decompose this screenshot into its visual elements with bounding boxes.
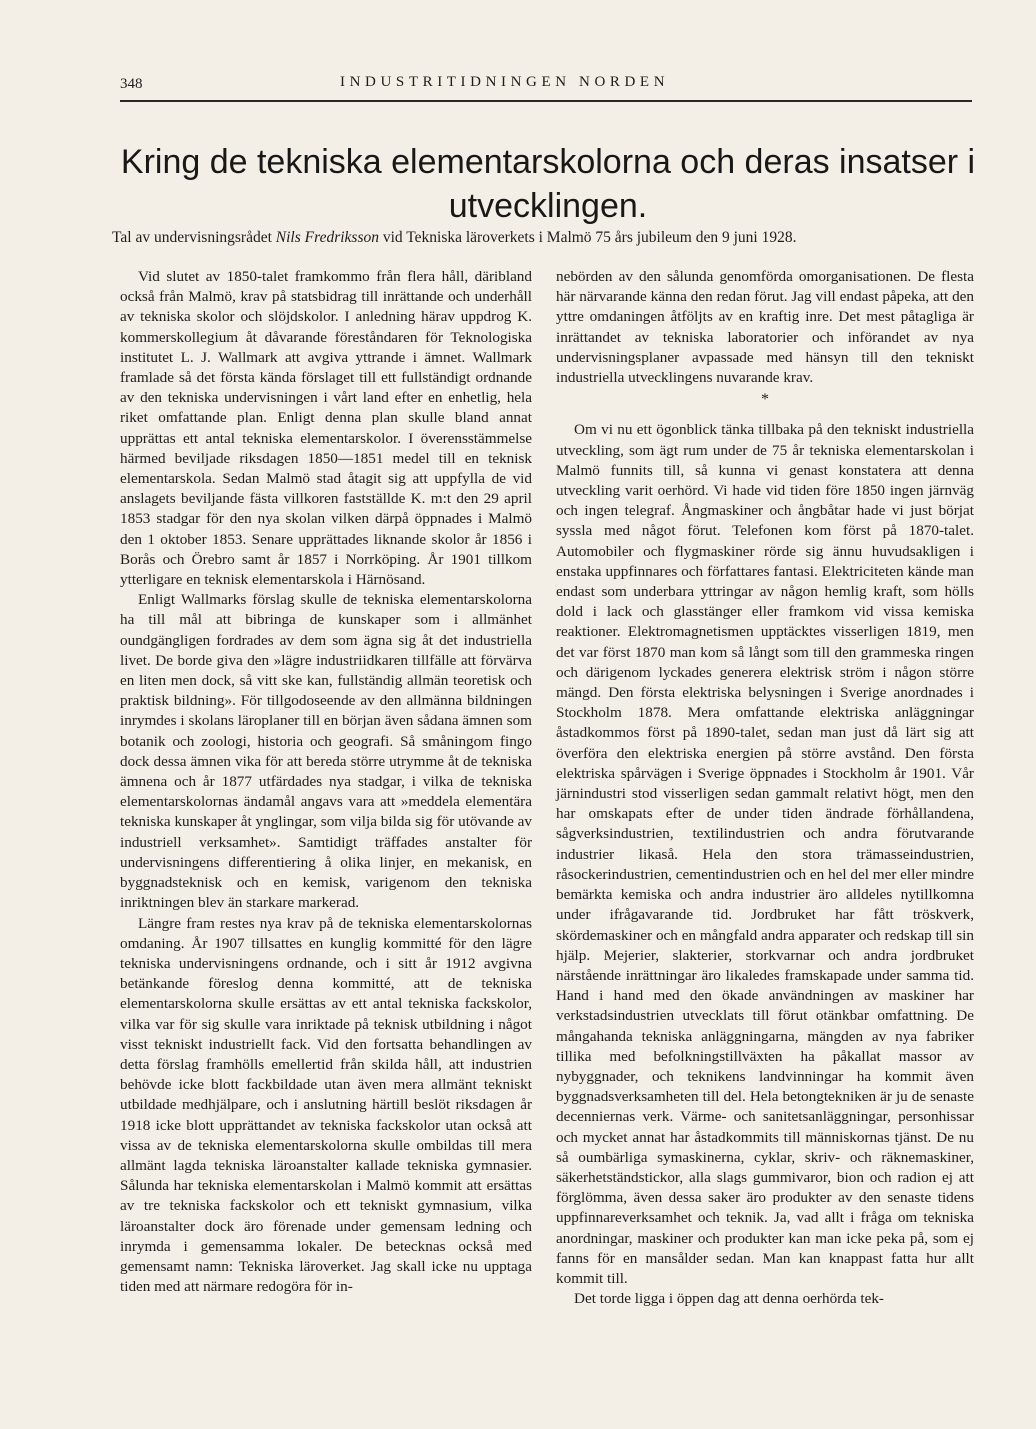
left-column <box>120 267 532 1297</box>
article-title-line-1: Kring de tekniska elementarskolorna och deras insatser i <box>120 143 976 181</box>
byline-author: Nils Fredriksson <box>275 229 379 246</box>
section-separator: * <box>761 391 769 409</box>
paragraph-continuation: nebörden av den sålunda genomförda omorganisationen. De flesta här närvarande känna den redan förut. Jag vill endast påpeka, att den yttre omdaningen åtföljts av en kraftig inre. Det mest påtagliga är inrättandet av tekniska laboratorier och införandet av nya undervisningsplaner avpassade med hänsyn till den tekniskt industriella utvecklingens nuvarande krav. <box>556 268 974 387</box>
paragraph: Om vi nu ett ögonblick tänka tillbaka på den tekniskt industriella utveckling, som ägt rum under de 75 år tekniska elementarskolan i Malmö funnits till, så kunna vi genast konstatera att denna utveckling varit oerhörd. Vi hade vid tiden före 1850 ingen järnväg och ingen telegraf. Ångmaskiner och ångbåtar hade vi just börjat syssla med något förut. Telefonen kom först på 1870-talet. Automobiler och flygmaskiner rörde sig ännu huvudsakligen i enstaka uppfinnares och författares fantasi. Elektriciteten kände man endast som underbara yttringar av någon hemlig kraft, som hölls dold i lack och glasstänger eller framkom vid vissa kemiska reaktioner. Elektromagnetismen upptäcktes visserligen 1819, men det var först 1870 man kom så långt som till den grammeska ringen och därigenom lyckades generera elektrisk ström i någon större mängd. Den första elektriska belysningen i Sverige anordnades i Stockholm 1878. Mera omfattande elektriska anläggningar åstadkommos först på 1890-talet, sedan man just då lärt sig att överföra den elektriska energien på större avstånd. Den första elektriska spårvägen i Sverige öppnades i Stockholm år 1901. Vår järnindustri stod visserligen sedan gammalt relativt högt, men den har omskapats efter de under tiden ändrade förhållandena, sågverksindustrien, textilindustrien och andra förutvarande industrier likaså. Hela den stora trämasseindustrien, råsockerindustrien, cementindustrien och en hel del mer eller mindre bemärkta kemiska och andra industrier äro alldeles nytillkomna under ifrågavarande tid. Jordbruket har fått tröskverk, skördemaskiner och en mångfald andra apparater och redskap till sin hjälp. Mejerier, slakterier, storkvarnar och andra jordbruket närstående inrättningar äro likaledes framskapade under samma tid. Hand i hand med den ökade användningen av maskiner har verkstadsindustrien utvecklats till förut otänkbar omfattning. De mångahanda tekniska anläggningarna, mängden av nya fabriker tillika med befolkningstillväxten ha påkallat massor av nybyggnader, och teknikens landvinningar ha kommit även byggnadsverksamheten till del. Hela betongtekniken är ju de senaste decenniernas verk. Värme- och sanitetsanläggningar, personhissar och mycket annat har åstadkommits till människornas tjänst. De nu så oumbärliga symaskinerna, cyklar, skriv- och räknemaskiner, säkerhetständstickor, alla slags gummivaror, bion och radion ej att förglömma, även dessa saker äro produkter av den senaste tidens uppfinnareverksamhet och teknik. Ja, vad allt i fråga om tekniska anordningar, maskiner och produkter kan man icke peka på, som ej fanns för en mansålder sedan. Man kan knappast fatta hur allt kommit till. <box>556 421 974 1287</box>
paragraph: Enligt Wallmarks förslag skulle de tekniska elementarskolorna ha till mål att bibringa de kunskaper som i allmänhet oundgängligen fordrades av dem som ägna sig åt det industriella livet. De borde giva den »lägre industriidkaren tillfälle att förvärva en liten men dock, så vitt ske kan, fullständig allmän teoretisk och praktisk bildning». För tillgodoseende av den allmänna bildningen inrymdes i skolans läroplaner till en början även sådana ämnen som botanik och zoologi, historia och geografi. Så småningom fingo dock dessa ämnen vika för att bereda större utrymme åt de tekniska ämnena och år 1877 utfärdades nya stadgar, i vilka de tekniska elementarskolornas ändamål angavs vara att »meddela elementära tekniska kunskaper åt ynglingar, som vilja bilda sig för utövande av industriell verksamhet». Samtidigt träffades anstalter för undervisningens differentiering å olika linjer, en mekanisk, en byggnadsteknisk och en kemisk, varigenom den tekniska inriktningen blev än starkare markerad. <box>120 591 532 912</box>
right-column <box>556 267 974 1309</box>
page-number: 348 <box>120 76 143 92</box>
paragraph: Längre fram restes nya krav på de tekniska elementarskolornas omdaning. År 1907 tillsattes en kunglig kommitté för den lägre tekniska undervisningens ordnande, och i sitt år 1912 avgivna betänkande föreslog denna kommitté, att de tekniska elementarskolorna skulle ersättas av ett antal tekniska fackskolor, vilka var för sig skulle vara inriktade på teknisk utbildning i något visst tekniskt industriellt fack. Vid den fortsatta behandlingen av detta förslag framhölls emellertid från skilda håll, att industrien behövde icke blott fackbildade utan även mera allmänt tekniskt utbildade medhjälpare, och i anslutning härtill beslöt riksdagen år 1918 icke blott upprättandet av tekniska fackskolor utan också att vissa av de tekniska elementarskolorna skulle ombildas till mera allmänt lagda tekniska läroanstalter kallade tekniska gymnasier. Sålunda har tekniska elementarskolan i Malmö kommit att ersättas av tre tekniska fackskolor och ett tekniskt gymnasium, vilka läroanstalter dock äro förenade under gemensam ledning och inrymda i gemensamma lokaler. De betecknas också med gemensamt namn: Tekniska läroverket. Jag skall icke nu upptaga tiden med att närmare redogöra för in- <box>120 914 532 1296</box>
article-title-line-2: utvecklingen. <box>448 187 648 225</box>
journal-title: INDUSTRITIDNINGEN NORDEN <box>340 74 670 90</box>
byline-prefix: Tal av undervisningsrådet <box>112 229 276 246</box>
byline <box>112 228 992 248</box>
running-head <box>120 74 972 102</box>
paragraph: Det torde ligga i öppen dag att denna oerhörda tek- <box>574 1290 884 1308</box>
article-title <box>108 140 988 228</box>
byline-suffix: vid Tekniska läroverkets i Malmö 75 års jubileum den 9 juni 1928. <box>378 229 797 246</box>
paragraph: Vid slutet av 1850-talet framkommo från flera håll, däribland också från Malmö, krav på statsbidrag till inrättande och underhåll av tekniska skolor och slöjdskolor. I anledning härav uppdrog K. kommerskollegium åt dåvarande föreståndaren för Teknologiska institutet L. J. Wallmark att avgiva yttrande i ämnet. Wallmark framlade så det första kända förslaget till ett fullständigt ordnande av den tekniska undervisningen i vårt land efter en enhetlig, hela riket omfattande plan. Enligt denna plan skulle bland annat upprättas ett antal tekniska elementarskolor. I överensstämmelse härmed beviljade riksdagen 1850—1851 medel till en teknisk elementarskola. Sedan Malmö stad åtagit sig att uppfylla de vid anslagets beviljande fästa villkoren fastställde K. m:t den 29 april 1853 stadgar för den nya skolan vilken därpå öppnades i Malmö den 1 oktober 1853. Senare upprättades liknande skolor år 1856 i Borås och Örebro samt år 1857 i Norrköping. År 1901 tillkom ytterligare en teknisk elementarskola i Härnösand. <box>120 268 532 589</box>
